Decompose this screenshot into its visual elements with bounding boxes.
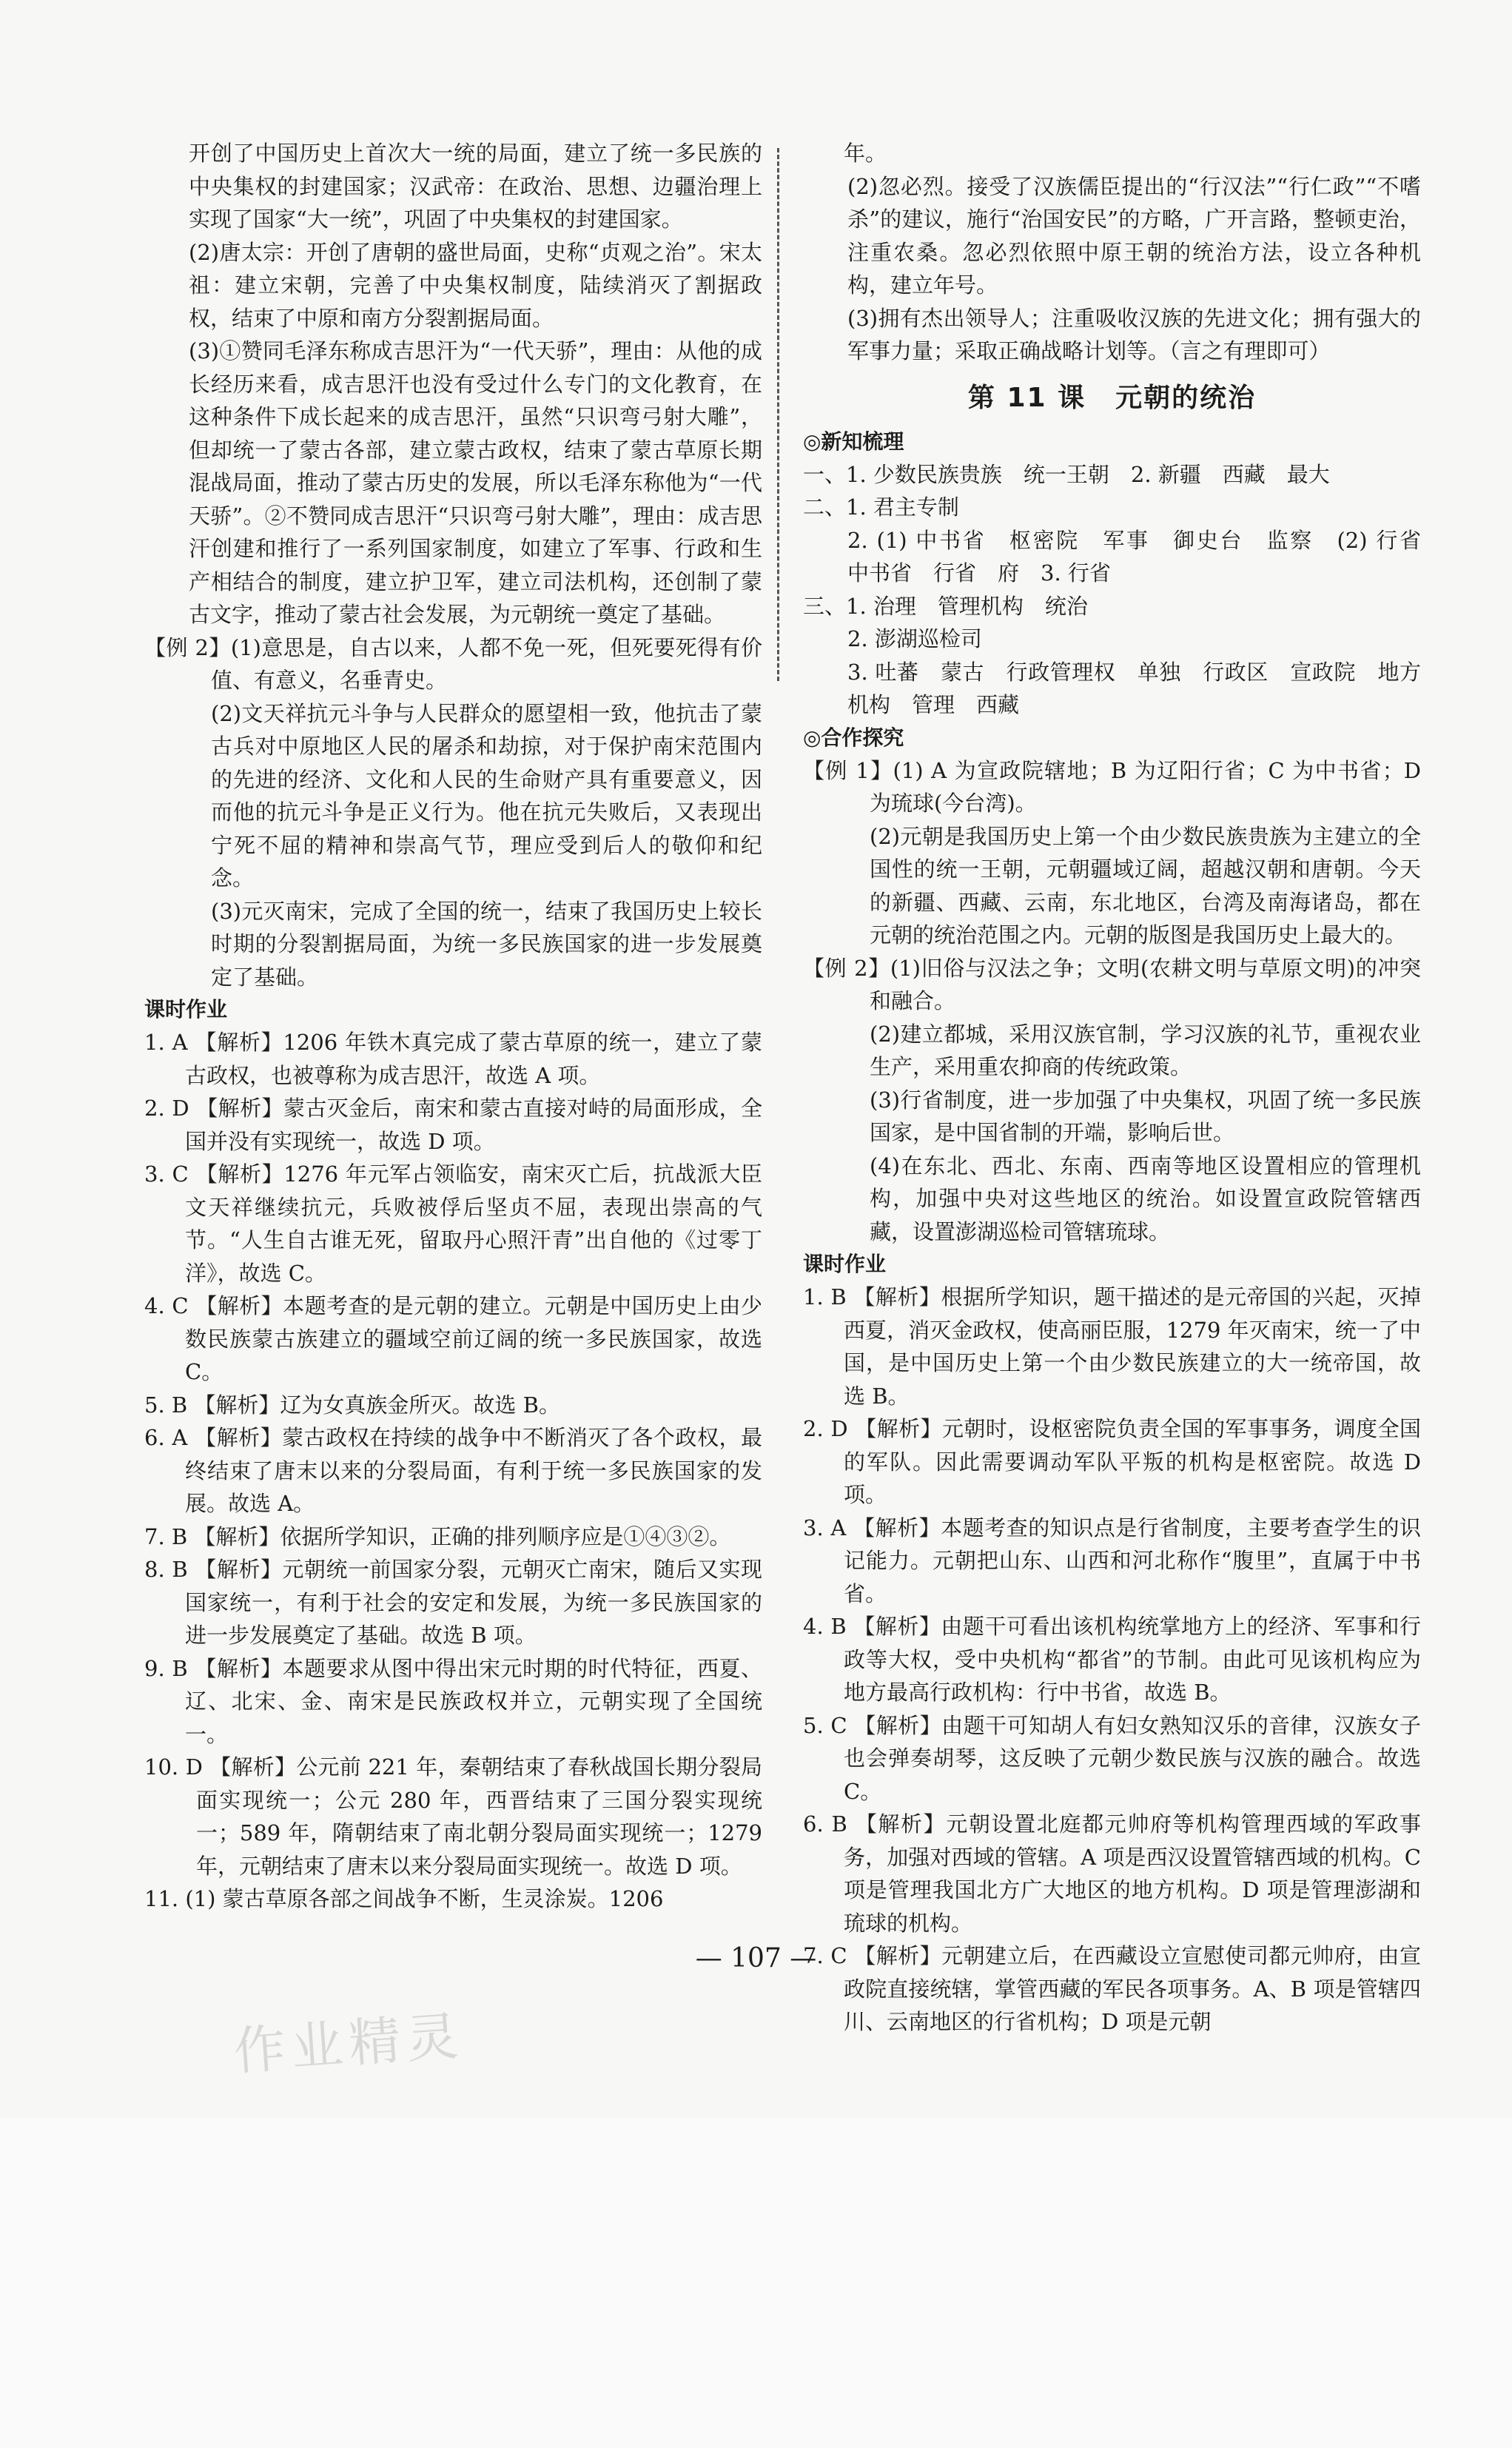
paragraph: 8. B 【解析】元朝统一前国家分裂，元朝灭亡南宋，随后又实现国家统一，有利于社会的安定和发展，为统一多民族国家的进一步发展奠定了基础。故选 B 项。 [144, 1557, 762, 1648]
paragraph: 6. B 【解析】元朝设置北庭都元帅府等机构管理西域的军政事务，加强对西域的管辖。A 项是西汉设置管辖西域的机构。C 项是管理我国北方广大地区的地方机构。D 项是管理澎湖和琉球的机构。 [803, 1811, 1421, 1936]
paragraph: 5. B 【解析】辽为女真族金所灭。故选 B。 [144, 1392, 560, 1418]
paragraph: (2)文天祥抗元斗争与人民群众的愿望相一致，他抗击了蒙古兵对中原地区人民的屠杀和劫掠，对于保护南宋范围内的先进的经济、文化和人民的生命财产具有重要意义，因而他的抗元斗争是正义行为。他在抗元失败后，又表现出宁死不屈的精神和崇高气节，理应受到后人的敬仰和纪念。 [211, 700, 762, 891]
lesson-heading [803, 372, 1421, 424]
paragraph: (2)元朝是我国历史上第一个由少数民族贵族为主建立的全国性的统一王朝，元朝疆域辽阔，超越汉朝和唐朝。今天的新疆、西藏、云南，东北地区，台湾及南海诸岛，都在元朝的统治范围之内。元朝的版图是我国历史上最大的。 [870, 823, 1421, 948]
paragraph: 9. B 【解析】本题要求从图中得出宋元时期的时代特征，西夏、辽、北宋、金、南宋是民族政权并立，元朝实现了全国统一。 [144, 1655, 762, 1747]
paragraph: ◎合作探究 [803, 725, 904, 750]
paragraph: 课时作业 [144, 997, 228, 1022]
paragraph: 【例 2】(1)旧俗与汉法之争；文明(农耕文明与草原文明)的冲突和融合。 [803, 955, 1421, 1013]
paragraph: 2. D 【解析】蒙古灭金后，南宋和蒙古直接对峙的局面形成，全国并没有实现统一，故选 D 项。 [144, 1096, 762, 1154]
paragraph: (3)拥有杰出领导人；注重吸收汉族的先进文化；拥有强大的军事力量；采取正确战略计划等。（言之有理即可） [847, 305, 1421, 363]
paragraph: 年。 [844, 141, 887, 166]
paragraph: 3. A 【解析】本题考查的知识点是行省制度，主要考查学生的识记能力。元朝把山东、山西和河北称作“腹里”，直属于中书省。 [803, 1515, 1421, 1606]
paragraph: 【例 1】(1) A 为宣政院辖地；B 为辽阳行省；C 为中书省；D 为琉球(今台湾)。 [803, 757, 1421, 816]
right-column-body [803, 426, 1443, 2039]
paragraph: 1. A 【解析】1206 年铁木真完成了蒙古草原的统一，建立了蒙古政权，也被尊称为成吉思汗，故选 A 项。 [144, 1030, 762, 1088]
paragraph: (3)元灭南宋，完成了全国的统一，结束了我国历史上较长时期的分裂割据局面，为统一多民族国家的进一步发展奠定了基础。 [211, 898, 762, 990]
lesson-title: 元朝的统治 [1115, 382, 1257, 413]
paragraph: 4. B 【解析】由题干可看出该机构统掌地方上的经济、军事和行政等大权，受中央机构“都省”的节制。由此可见该机构应为地方最高行政机构：行中书省，故选 B。 [803, 1614, 1421, 1705]
left-column [144, 137, 762, 1916]
blank-margin [0, 2117, 1512, 2448]
lesson-number: 第 11 课 [967, 382, 1086, 413]
paragraph: (2)建立都城，采用汉族官制，学习汉族的礼节，重视农业生产，采用重农抑商的传统政策。 [870, 1021, 1421, 1079]
paragraph: 7. B 【解析】依据所学知识，正确的排列顺序应是①④③②。 [144, 1523, 731, 1549]
paragraph: 【例 2】(1)意思是，自古以来，人都不免一死，但死要死得有价值、有意义，名垂青史。 [144, 634, 762, 693]
paragraph: 3. C 【解析】1276 年元军占领临安，南宋灭亡后，抗战派大臣文天祥继续抗元，兵败被俘后坚贞不屈，表现出崇高的气节。“人生自古谁无死，留取丹心照汗青”出自他的《过零丁洋》，故选 C。 [144, 1161, 762, 1286]
paragraph: ◎新知梳理 [803, 429, 904, 454]
paragraph: 2. (1) 中书省 枢密院 军事 御史台 监察 (2) 行省 中书省 行省 府 3. 行省 [847, 527, 1443, 586]
paragraph: (3)行省制度，进一步加强了中央集权，巩固了统一多民族国家，是中国省制的开端，影响后世。 [870, 1087, 1421, 1145]
paragraph: 课时作业 [803, 1252, 887, 1276]
paragraph: 1. B 【解析】根据所学知识，题干描述的是元帝国的兴起，灭掉西夏，消灭金政权，使高丽臣服，1279 年灭南宋，统一了中国，是中国历史上第一个由少数民族建立的大一统帝国，故选 B。 [803, 1284, 1421, 1409]
paragraph: 7. C 【解析】元朝建立后，在西藏设立宣慰使司都元帅府，由宣政院直接统辖，掌管西藏的军民各项事务。A、B 项是管辖四川、云南地区的行省机构；D 项是元朝 [803, 1943, 1421, 2034]
paragraph: 2. D 【解析】元朝时，设枢密院负责全国的军事事务，调度全国的军队。因此需要调动军队平叛的机构是枢密院。故选 D 项。 [803, 1416, 1421, 1507]
watermark: 作业精灵 [231, 2005, 466, 2082]
paragraph: 3. 吐蕃 蒙古 行政管理权 单独 行政区 宣政院 地方机构 管理 西藏 [847, 659, 1421, 717]
column-divider [777, 148, 779, 681]
paragraph: (4)在东北、西北、东南、西南等地区设置相应的管理机构，加强中央对这些地区的统治。如设置宣政院管辖西藏，设置澎湖巡检司管辖琉球。 [870, 1153, 1421, 1244]
paragraph: 2. 澎湖巡检司 [847, 626, 982, 651]
right-column-top [803, 137, 1421, 368]
paragraph: 开创了中国历史上首次大一统的局面，建立了统一多民族的中央集权的封建国家；汉武帝：在政治、思想、边疆治理上实现了国家“大一统”，巩固了中央集权的封建国家。 [189, 141, 762, 232]
paragraph: (2)唐太宗：开创了唐朝的盛世局面，史称“贞观之治”。宋太祖：建立宋朝，完善了中央集权制度，陆续消灭了割据政权，结束了中原和南方分裂割据局面。 [189, 239, 762, 331]
paragraph: 6. A 【解析】蒙古政权在持续的战争中不断消灭了各个政权，最终结束了唐末以来的分裂局面，有利于统一多民族国家的发展。故选 A。 [144, 1425, 762, 1516]
paragraph: (2)忽必烈。接受了汉族儒臣提出的“行汉法”“行仁政”“不嗜杀”的建议，施行“治国安民”的方略，广开言路，整顿吏治，注重农桑。忽必烈依照中原王朝的统治方法，设立各种机构，建立年号。 [847, 173, 1421, 298]
paragraph: 三、1. 治理 管理机构 统治 [803, 593, 1088, 619]
paragraph: 10. D 【解析】公元前 221 年，秦朝结束了春秋战国长期分裂局面实现统一；公元 280 年，西晋结束了三国分裂实现统一；589 年，隋朝结束了南北朝分裂局面实现统一；1279 年，元朝结束了唐末以来分裂局面实现统一。故选 D 项。 [144, 1754, 762, 1879]
paragraph: 5. C 【解析】由题干可知胡人有妇女熟知汉乐的音律，汉族女子也会弹奏胡琴，这反映了元朝少数民族与汉族的融合。故选 C。 [803, 1712, 1421, 1804]
paragraph: 11. (1) 蒙古草原各部之间战争不断，生灵涂炭。1206 [144, 1886, 664, 1911]
right-column [803, 137, 1443, 2039]
paragraph: 一、1. 少数民族贵族 统一王朝 2. 新疆 西藏 最大 [803, 461, 1330, 487]
paragraph: 4. C 【解析】本题考查的是元朝的建立。元朝是中国历史上由少数民族蒙古族建立的疆域空前辽阔的统一多民族国家，故选 C。 [144, 1293, 762, 1384]
paragraph: (3)①赞同毛泽东称成吉思汗为“一代天骄”，理由：从他的成长经历来看，成吉思汗也没有受过什么专门的文化教育，在这种条件下成长起来的成吉思汗，虽然“只识弯弓射大雕”，但却统一了蒙古各部，建立蒙古政权，结束了蒙古草原长期混战局面，推动了蒙古历史的发展，所以毛泽东称他为“一代天骄”。②不赞同成吉思汗“只识弯弓射大雕”，理由：成吉思汗创建和推行了一系列国家制度，如建立了军事、行政和生产相结合的制度，建立护卫军，建立司法机构，还创制了蒙古文字，推动了蒙古社会发展，为元朝统一奠定了基础。 [189, 338, 762, 627]
page-number: — 107 — [695, 1943, 817, 1974]
paragraph: 二、1. 君主专制 [803, 494, 959, 520]
